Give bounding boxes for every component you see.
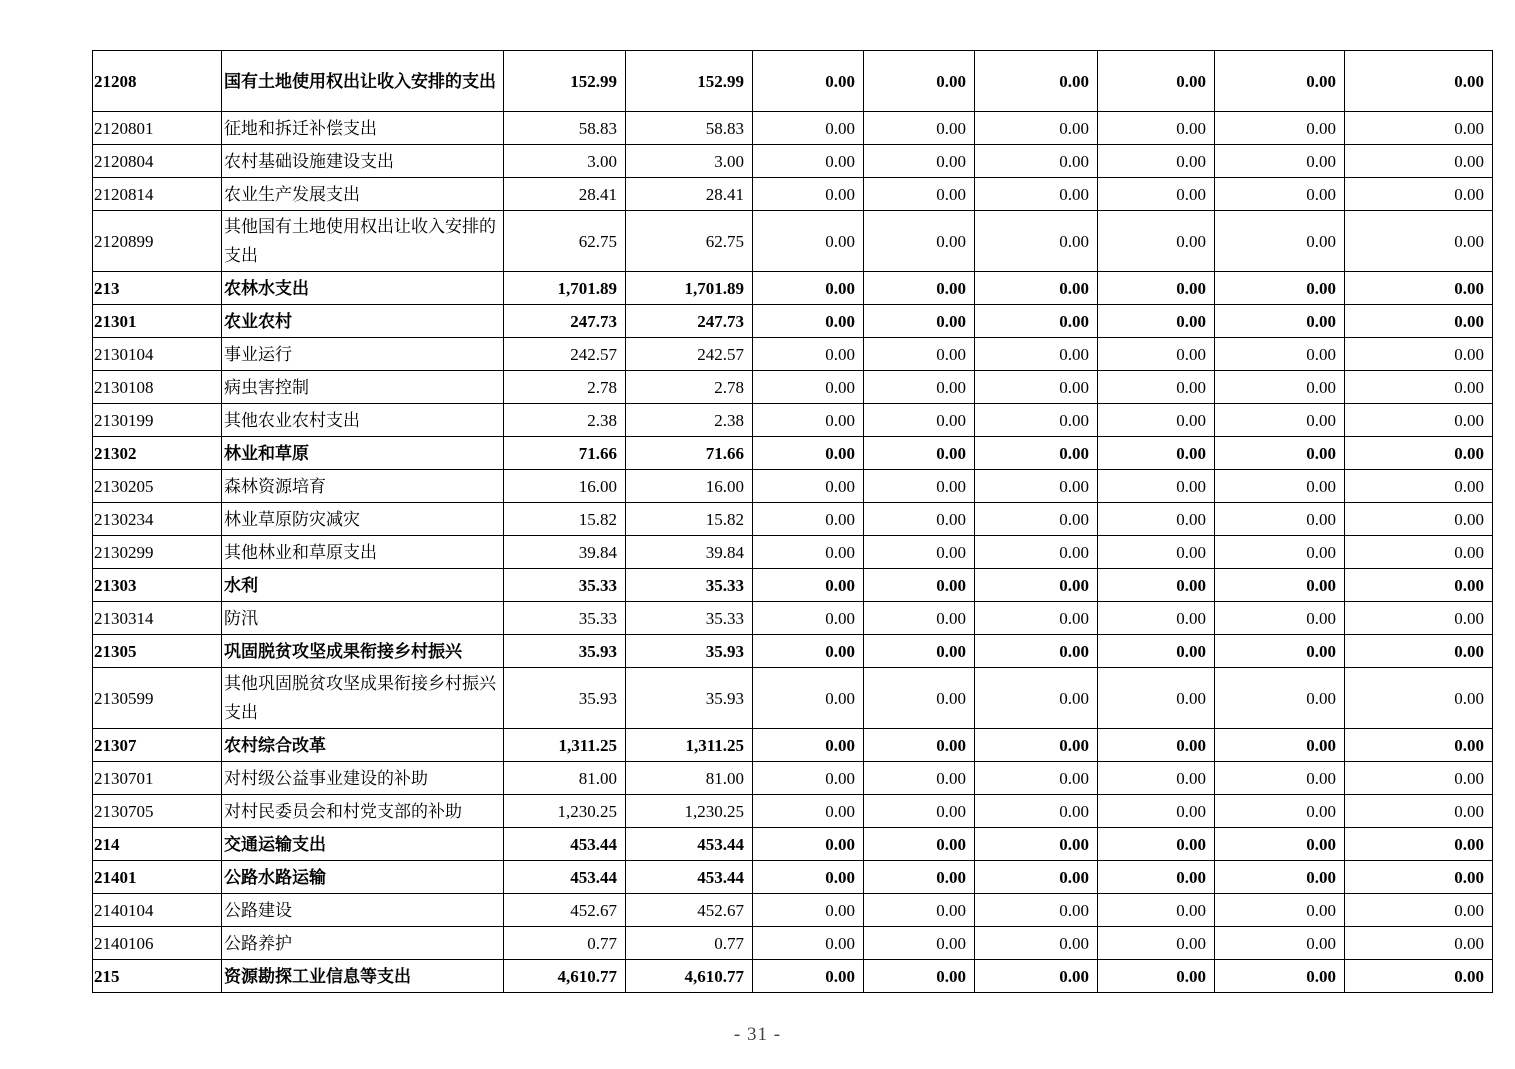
subject-name-cell: 公路建设 (222, 894, 504, 927)
subject-code-cell: 2130205 (93, 470, 222, 503)
subject-name-cell: 征地和拆迁补偿支出 (222, 112, 504, 145)
amount-cell: 0.00 (864, 795, 975, 828)
amount-cell: 0.00 (1345, 795, 1493, 828)
amount-cell: 247.73 (626, 305, 753, 338)
amount-cell: 0.00 (1098, 211, 1215, 272)
table-row (93, 536, 1493, 569)
amount-cell: 0.00 (753, 338, 864, 371)
amount-cell: 0.00 (975, 668, 1098, 729)
amount-cell: 0.00 (864, 305, 975, 338)
amount-cell: 28.41 (504, 178, 626, 211)
amount-cell: 152.99 (626, 51, 753, 112)
amount-cell: 0.00 (1345, 51, 1493, 112)
amount-cell: 0.00 (864, 404, 975, 437)
table-row (93, 569, 1493, 602)
amount-cell: 1,230.25 (504, 795, 626, 828)
amount-cell: 0.00 (1215, 927, 1345, 960)
subject-name-cell: 水利 (222, 569, 504, 602)
amount-cell: 0.00 (975, 927, 1098, 960)
amount-cell: 0.00 (1098, 894, 1215, 927)
amount-cell: 0.00 (864, 602, 975, 635)
amount-cell: 0.00 (975, 112, 1098, 145)
table-row (93, 894, 1493, 927)
amount-cell: 0.00 (864, 503, 975, 536)
amount-cell: 2.78 (504, 371, 626, 404)
amount-cell: 0.00 (975, 635, 1098, 668)
amount-cell: 0.00 (1098, 437, 1215, 470)
amount-cell: 39.84 (626, 536, 753, 569)
amount-cell: 0.00 (864, 470, 975, 503)
amount-cell: 0.00 (1098, 371, 1215, 404)
amount-cell: 4,610.77 (626, 960, 753, 993)
amount-cell: 0.00 (864, 894, 975, 927)
table-row (93, 211, 1493, 272)
subject-name-cell: 农业农村 (222, 305, 504, 338)
table-row (93, 178, 1493, 211)
table-row (93, 437, 1493, 470)
amount-cell: 58.83 (626, 112, 753, 145)
subject-code-cell: 21302 (93, 437, 222, 470)
amount-cell: 0.00 (1215, 503, 1345, 536)
amount-cell: 0.00 (753, 729, 864, 762)
subject-code-cell: 2130104 (93, 338, 222, 371)
amount-cell: 0.00 (753, 668, 864, 729)
amount-cell: 28.41 (626, 178, 753, 211)
amount-cell: 0.00 (864, 762, 975, 795)
amount-cell: 0.00 (864, 960, 975, 993)
amount-cell: 0.00 (1345, 145, 1493, 178)
subject-name-cell: 其他国有土地使用权出让收入安排的支出 (222, 211, 504, 272)
amount-cell: 0.00 (753, 178, 864, 211)
amount-cell: 0.00 (753, 437, 864, 470)
subject-code-cell: 2130599 (93, 668, 222, 729)
amount-cell: 2.78 (626, 371, 753, 404)
amount-cell: 71.66 (504, 437, 626, 470)
amount-cell: 0.00 (1098, 795, 1215, 828)
amount-cell: 0.00 (864, 211, 975, 272)
amount-cell: 81.00 (626, 762, 753, 795)
amount-cell: 452.67 (626, 894, 753, 927)
amount-cell: 0.00 (1098, 668, 1215, 729)
amount-cell: 0.00 (1215, 536, 1345, 569)
amount-cell: 0.00 (1215, 795, 1345, 828)
amount-cell: 453.44 (504, 828, 626, 861)
subject-name-cell: 农业生产发展支出 (222, 178, 504, 211)
amount-cell: 0.00 (1345, 503, 1493, 536)
amount-cell: 0.00 (1345, 404, 1493, 437)
subject-name-cell: 其他林业和草原支出 (222, 536, 504, 569)
amount-cell: 0.00 (1098, 51, 1215, 112)
amount-cell: 0.00 (1215, 762, 1345, 795)
amount-cell: 2.38 (504, 404, 626, 437)
amount-cell: 0.00 (753, 272, 864, 305)
amount-cell: 0.00 (753, 51, 864, 112)
amount-cell: 0.77 (504, 927, 626, 960)
amount-cell: 1,311.25 (504, 729, 626, 762)
amount-cell: 0.00 (1215, 569, 1345, 602)
amount-cell: 0.00 (1098, 272, 1215, 305)
amount-cell: 0.00 (1098, 729, 1215, 762)
amount-cell: 0.00 (1345, 960, 1493, 993)
amount-cell: 0.00 (1345, 272, 1493, 305)
subject-name-cell: 对村级公益事业建设的补助 (222, 762, 504, 795)
amount-cell: 453.44 (626, 828, 753, 861)
amount-cell: 0.00 (975, 51, 1098, 112)
amount-cell: 71.66 (626, 437, 753, 470)
amount-cell: 0.00 (753, 762, 864, 795)
amount-cell: 0.00 (864, 338, 975, 371)
amount-cell: 4,610.77 (504, 960, 626, 993)
amount-cell: 35.33 (626, 602, 753, 635)
amount-cell: 35.33 (504, 602, 626, 635)
subject-code-cell: 2120814 (93, 178, 222, 211)
amount-cell: 0.00 (1215, 602, 1345, 635)
amount-cell: 58.83 (504, 112, 626, 145)
amount-cell: 0.00 (1345, 894, 1493, 927)
table-row (93, 960, 1493, 993)
subject-code-cell: 2130199 (93, 404, 222, 437)
table-row (93, 861, 1493, 894)
amount-cell: 0.00 (1098, 112, 1215, 145)
subject-code-cell: 2130314 (93, 602, 222, 635)
amount-cell: 0.00 (1345, 470, 1493, 503)
amount-cell: 62.75 (504, 211, 626, 272)
amount-cell: 0.00 (975, 602, 1098, 635)
amount-cell: 0.00 (1345, 635, 1493, 668)
amount-cell: 0.00 (864, 729, 975, 762)
amount-cell: 0.00 (753, 828, 864, 861)
table-row (93, 762, 1493, 795)
amount-cell: 0.00 (1215, 178, 1345, 211)
subject-code-cell: 2130299 (93, 536, 222, 569)
amount-cell: 2.38 (626, 404, 753, 437)
amount-cell: 0.00 (1098, 536, 1215, 569)
amount-cell: 0.00 (753, 602, 864, 635)
table-row (93, 338, 1493, 371)
table-row (93, 503, 1493, 536)
amount-cell: 0.00 (1215, 305, 1345, 338)
subject-code-cell: 215 (93, 960, 222, 993)
amount-cell: 0.00 (864, 828, 975, 861)
amount-cell: 0.00 (864, 668, 975, 729)
amount-cell: 0.00 (975, 536, 1098, 569)
table-row (93, 795, 1493, 828)
amount-cell: 0.00 (864, 371, 975, 404)
amount-cell: 0.00 (975, 729, 1098, 762)
amount-cell: 0.00 (1345, 602, 1493, 635)
amount-cell: 0.00 (864, 437, 975, 470)
amount-cell: 1,311.25 (626, 729, 753, 762)
amount-cell: 0.00 (1215, 828, 1345, 861)
subject-name-cell: 国有土地使用权出让收入安排的支出 (222, 51, 504, 112)
amount-cell: 0.00 (975, 795, 1098, 828)
table-row (93, 112, 1493, 145)
subject-name-cell: 公路水路运输 (222, 861, 504, 894)
amount-cell: 0.00 (1215, 338, 1345, 371)
amount-cell: 0.00 (975, 178, 1098, 211)
table-row (93, 668, 1493, 729)
amount-cell: 0.00 (1215, 960, 1345, 993)
amount-cell: 0.00 (1215, 112, 1345, 145)
subject-name-cell: 事业运行 (222, 338, 504, 371)
amount-cell: 35.93 (504, 668, 626, 729)
amount-cell: 0.00 (753, 927, 864, 960)
amount-cell: 0.00 (975, 569, 1098, 602)
amount-cell: 0.00 (864, 861, 975, 894)
amount-cell: 0.00 (1098, 178, 1215, 211)
amount-cell: 0.00 (1215, 145, 1345, 178)
amount-cell: 0.00 (1215, 272, 1345, 305)
subject-code-cell: 21303 (93, 569, 222, 602)
amount-cell: 0.00 (753, 536, 864, 569)
amount-cell: 0.00 (753, 371, 864, 404)
amount-cell: 0.00 (1345, 338, 1493, 371)
amount-cell: 0.00 (864, 536, 975, 569)
subject-name-cell: 资源勘探工业信息等支出 (222, 960, 504, 993)
amount-cell: 0.00 (975, 145, 1098, 178)
amount-cell: 15.82 (504, 503, 626, 536)
amount-cell: 453.44 (626, 861, 753, 894)
amount-cell: 3.00 (504, 145, 626, 178)
table-row (93, 371, 1493, 404)
table-body (93, 51, 1493, 993)
amount-cell: 16.00 (626, 470, 753, 503)
amount-cell: 0.00 (975, 503, 1098, 536)
amount-cell: 0.00 (975, 828, 1098, 861)
subject-name-cell: 森林资源培育 (222, 470, 504, 503)
subject-code-cell: 21307 (93, 729, 222, 762)
amount-cell: 0.00 (1345, 828, 1493, 861)
amount-cell: 0.00 (975, 437, 1098, 470)
amount-cell: 16.00 (504, 470, 626, 503)
subject-name-cell: 农村综合改革 (222, 729, 504, 762)
amount-cell: 0.00 (1215, 437, 1345, 470)
budget-table (92, 50, 1493, 993)
amount-cell: 0.00 (1345, 437, 1493, 470)
table-row (93, 927, 1493, 960)
amount-cell: 152.99 (504, 51, 626, 112)
amount-cell: 0.00 (975, 762, 1098, 795)
amount-cell: 15.82 (626, 503, 753, 536)
amount-cell: 247.73 (504, 305, 626, 338)
amount-cell: 0.00 (753, 404, 864, 437)
subject-name-cell: 病虫害控制 (222, 371, 504, 404)
amount-cell: 0.00 (1215, 371, 1345, 404)
amount-cell: 0.00 (1215, 861, 1345, 894)
table-row (93, 272, 1493, 305)
amount-cell: 0.00 (975, 305, 1098, 338)
subject-name-cell: 其他农业农村支出 (222, 404, 504, 437)
subject-code-cell: 2120801 (93, 112, 222, 145)
amount-cell: 0.00 (1345, 305, 1493, 338)
amount-cell: 0.00 (1215, 635, 1345, 668)
amount-cell: 0.00 (1345, 762, 1493, 795)
amount-cell: 0.00 (975, 272, 1098, 305)
amount-cell: 35.33 (626, 569, 753, 602)
amount-cell: 0.00 (1215, 470, 1345, 503)
subject-code-cell: 21305 (93, 635, 222, 668)
amount-cell: 0.00 (753, 569, 864, 602)
table-row (93, 51, 1493, 112)
amount-cell: 0.00 (1098, 503, 1215, 536)
amount-cell: 453.44 (504, 861, 626, 894)
subject-code-cell: 2120804 (93, 145, 222, 178)
amount-cell: 0.00 (864, 927, 975, 960)
subject-code-cell: 2120899 (93, 211, 222, 272)
amount-cell: 0.00 (1098, 861, 1215, 894)
amount-cell: 0.00 (1098, 145, 1215, 178)
subject-name-cell: 公路养护 (222, 927, 504, 960)
table-row (93, 828, 1493, 861)
amount-cell: 0.00 (753, 211, 864, 272)
amount-cell: 0.00 (1345, 112, 1493, 145)
amount-cell: 0.00 (753, 635, 864, 668)
amount-cell: 0.00 (1345, 729, 1493, 762)
amount-cell: 0.00 (1345, 178, 1493, 211)
amount-cell: 0.00 (753, 503, 864, 536)
table-row (93, 145, 1493, 178)
amount-cell: 0.00 (1098, 635, 1215, 668)
amount-cell: 0.00 (975, 371, 1098, 404)
table-row (93, 470, 1493, 503)
amount-cell: 0.00 (753, 112, 864, 145)
amount-cell: 0.00 (1215, 211, 1345, 272)
amount-cell: 0.00 (1345, 371, 1493, 404)
subject-code-cell: 2130701 (93, 762, 222, 795)
amount-cell: 35.93 (626, 668, 753, 729)
amount-cell: 35.93 (504, 635, 626, 668)
amount-cell: 0.00 (1345, 569, 1493, 602)
amount-cell: 0.00 (975, 470, 1098, 503)
subject-name-cell: 林业和草原 (222, 437, 504, 470)
amount-cell: 0.00 (1098, 338, 1215, 371)
amount-cell: 0.00 (975, 404, 1098, 437)
amount-cell: 0.00 (1215, 894, 1345, 927)
subject-code-cell: 21208 (93, 51, 222, 112)
subject-code-cell: 2140104 (93, 894, 222, 927)
amount-cell: 0.00 (753, 960, 864, 993)
amount-cell: 0.00 (975, 211, 1098, 272)
amount-cell: 0.00 (1345, 861, 1493, 894)
amount-cell: 0.00 (975, 960, 1098, 993)
page-number: - 31 - (733, 1024, 782, 1045)
amount-cell: 0.00 (753, 470, 864, 503)
amount-cell: 3.00 (626, 145, 753, 178)
amount-cell: 452.67 (504, 894, 626, 927)
subject-name-cell: 其他巩固脱贫攻坚成果衔接乡村振兴支出 (222, 668, 504, 729)
amount-cell: 1,701.89 (626, 272, 753, 305)
amount-cell: 0.00 (753, 305, 864, 338)
amount-cell: 0.00 (1345, 668, 1493, 729)
amount-cell: 242.57 (504, 338, 626, 371)
amount-cell: 242.57 (626, 338, 753, 371)
amount-cell: 0.00 (1098, 960, 1215, 993)
amount-cell: 0.00 (1098, 569, 1215, 602)
table-row (93, 729, 1493, 762)
subject-name-cell: 巩固脱贫攻坚成果衔接乡村振兴 (222, 635, 504, 668)
amount-cell: 0.00 (753, 795, 864, 828)
subject-code-cell: 2130234 (93, 503, 222, 536)
amount-cell: 0.00 (975, 894, 1098, 927)
subject-name-cell: 交通运输支出 (222, 828, 504, 861)
amount-cell: 0.00 (1215, 404, 1345, 437)
amount-cell: 35.33 (504, 569, 626, 602)
amount-cell: 0.00 (864, 635, 975, 668)
subject-code-cell: 2130108 (93, 371, 222, 404)
amount-cell: 0.00 (864, 51, 975, 112)
amount-cell: 0.00 (1098, 602, 1215, 635)
amount-cell: 0.00 (975, 338, 1098, 371)
amount-cell: 0.00 (1345, 211, 1493, 272)
amount-cell: 0.00 (1098, 470, 1215, 503)
amount-cell: 0.00 (864, 569, 975, 602)
amount-cell: 0.77 (626, 927, 753, 960)
table-row (93, 404, 1493, 437)
amount-cell: 35.93 (626, 635, 753, 668)
amount-cell: 0.00 (864, 112, 975, 145)
amount-cell: 81.00 (504, 762, 626, 795)
subject-code-cell: 2130705 (93, 795, 222, 828)
amount-cell: 0.00 (753, 145, 864, 178)
amount-cell: 0.00 (975, 861, 1098, 894)
subject-name-cell: 防汛 (222, 602, 504, 635)
amount-cell: 0.00 (1098, 828, 1215, 861)
amount-cell: 0.00 (1098, 305, 1215, 338)
subject-code-cell: 21401 (93, 861, 222, 894)
amount-cell: 0.00 (1215, 668, 1345, 729)
amount-cell: 0.00 (864, 272, 975, 305)
table-row (93, 305, 1493, 338)
subject-name-cell: 林业草原防灾减灾 (222, 503, 504, 536)
table-row (93, 635, 1493, 668)
subject-name-cell: 农村基础设施建设支出 (222, 145, 504, 178)
amount-cell: 0.00 (1345, 536, 1493, 569)
subject-code-cell: 21301 (93, 305, 222, 338)
amount-cell: 39.84 (504, 536, 626, 569)
amount-cell: 0.00 (864, 145, 975, 178)
amount-cell: 0.00 (1215, 51, 1345, 112)
table-row (93, 602, 1493, 635)
subject-code-cell: 214 (93, 828, 222, 861)
subject-code-cell: 213 (93, 272, 222, 305)
subject-name-cell: 对村民委员会和村党支部的补助 (222, 795, 504, 828)
amount-cell: 0.00 (753, 861, 864, 894)
amount-cell: 1,701.89 (504, 272, 626, 305)
amount-cell: 0.00 (864, 178, 975, 211)
amount-cell: 0.00 (1345, 927, 1493, 960)
amount-cell: 62.75 (626, 211, 753, 272)
amount-cell: 0.00 (1098, 762, 1215, 795)
amount-cell: 0.00 (1098, 927, 1215, 960)
amount-cell: 0.00 (1215, 729, 1345, 762)
amount-cell: 1,230.25 (626, 795, 753, 828)
amount-cell: 0.00 (1098, 404, 1215, 437)
amount-cell: 0.00 (753, 894, 864, 927)
subject-code-cell: 2140106 (93, 927, 222, 960)
subject-name-cell: 农林水支出 (222, 272, 504, 305)
